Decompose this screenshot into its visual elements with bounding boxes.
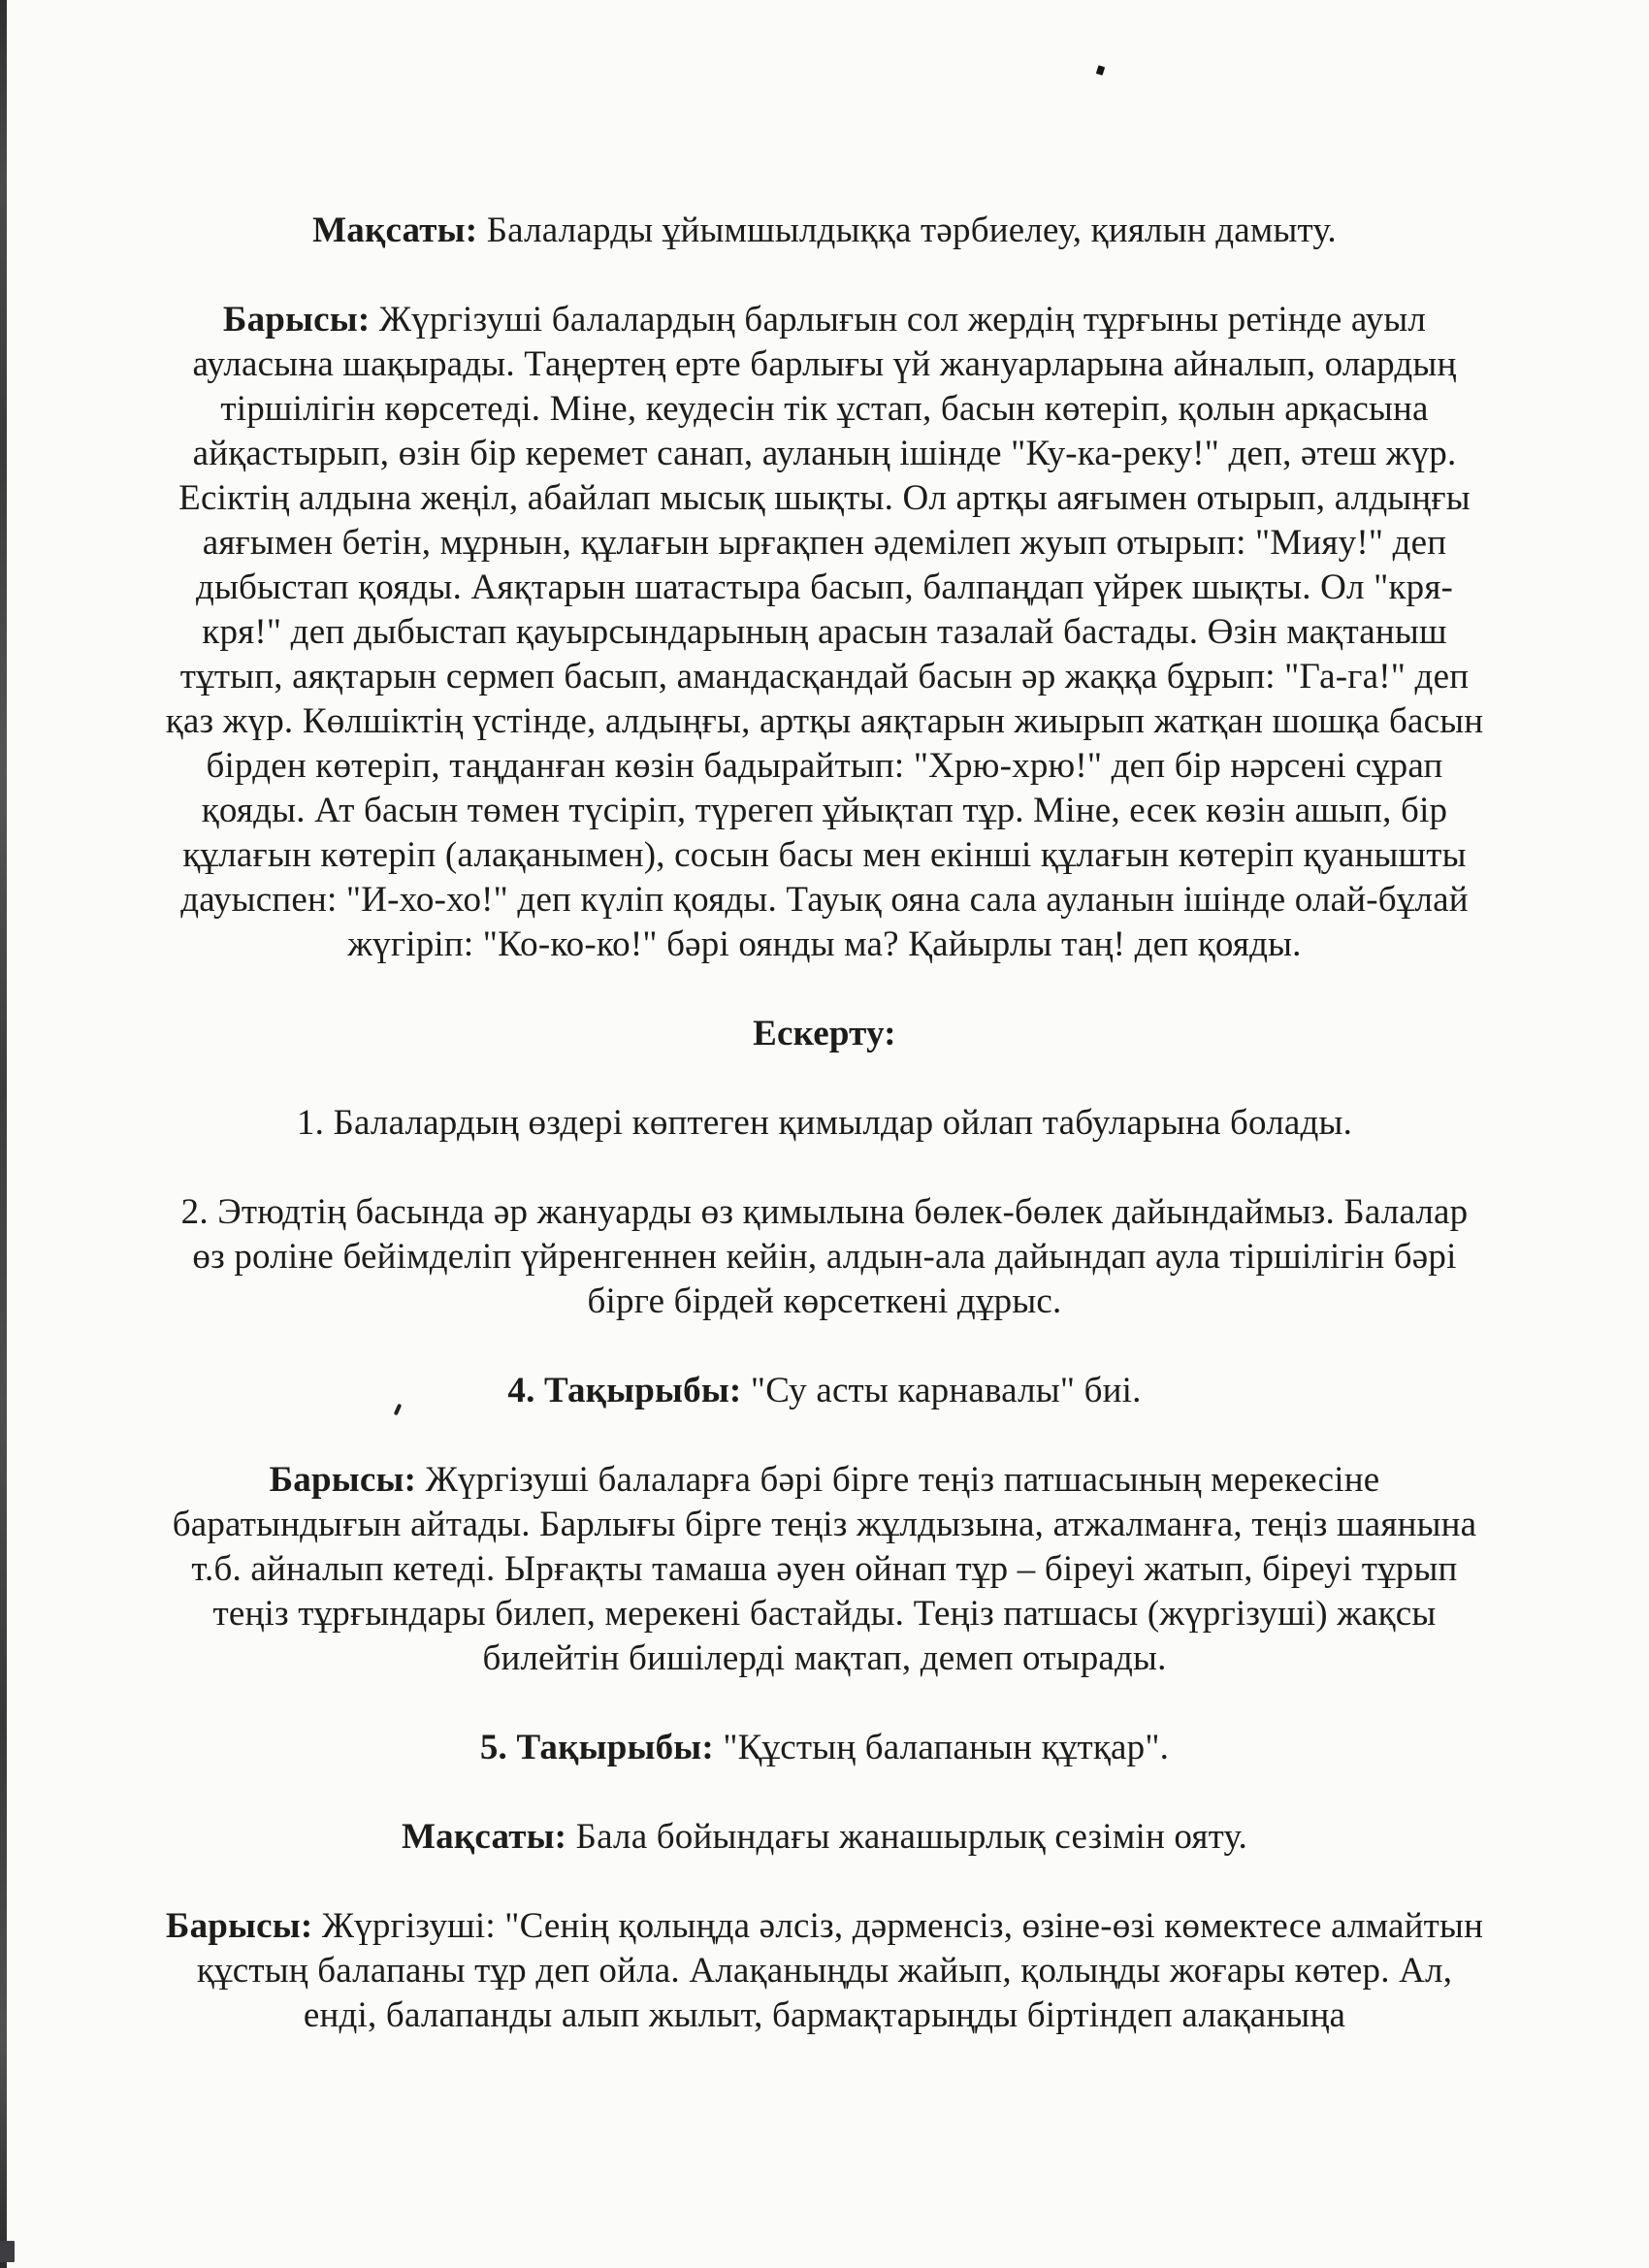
procedure-label: Барысы: (222, 300, 379, 340)
procedure-label: Барысы: (165, 1906, 322, 1946)
document-text-block (162, 209, 1487, 2083)
procedure-text: Жүргізуші балалардың барлығын сол жердің тұрғыны ретінде ауыл ауласына шақырады. Таңертең ерте барлығы үй жануарларына айналып, олардың тіршілігін көрсетеді. Міне, кеудесін тік ұстап, басын көтеріп, қолын арқасына айқастырып, өзін бір керемет санап, ауланың ішінде "Ку-ка-реку!" деп, әтеш жүр. Есіктің алдына жеңіл, абайлап мысық шықты. Ол артқы аяғымен отырып, алдыңғы аяғымен бетін, мұрнын, құлағын ырғақпен әдемілеп жуып отырып: "Мияу!" деп дыбыстап қояды. Аяқтарын шатастыра басып, балпаңдап үйрек шықты. Ол "кря-кря!" деп дыбыстап қауырсындарының арасын тазалай бастады. Өзін мақтаныш тұтып, аяқтарын сермеп басып, амандасқандай басын әр жаққа бұрып: "Га-га!" деп қаз жүр. Көлшіктің үстінде, алдыңғы, артқы аяқтарын жиырып жатқан шошқа басын бірден көтеріп, таңданған көзін бадырайтып: "Хрю-хрю!" деп бір нәрсені сұрап қояды. Ат басын төмен түсіріп, түрегеп ұйықтап тұр. Міне, есек көзін ашып, бір құлағын көтеріп (алақанымен), сосын басы мен екінші құлағын көтеріп қуанышты дауыспен: "И-хо-хо!" деп күліп қояды. Тауық ояна сала ауланын ішінде олай-бұлай жүгіріп: "Ко-ко-ко!" бәрі оянды ма? Қайырлы таң! деп қояды. (165, 300, 1484, 964)
topic-5-heading (162, 1726, 1487, 1770)
scan-edge-strip (0, 0, 7, 2268)
procedure-text: Жүргізуші: "Сенің қолыңда әлсіз, дәрменсіз, өзіне-өзі көмектесе алмайтын құстың балапаны тұр деп ойла. Алақаныңды жайып, қолыңды жоғары көтер. Ал, енді, балапанды алып жылыт, бармақтарыңды біртіндеп алақаныңа (196, 1906, 1484, 2035)
procedure-paragraph-5 (162, 1904, 1487, 2038)
topic-4-label: 4. Тақырыбы: (507, 1371, 751, 1410)
scan-speck-artifact (1096, 65, 1105, 76)
note-item-2: 2. Этюдтің басында әр жануарды өз қимылына бөлек-бөлек дайындаймыз. Балалар өз роліне бейімделіп үйренгеннен кейін, алдын-ала дайындап аула тіршілігін бәрі бірге бірдей көрсеткені дұрыс. (180, 1192, 1469, 1321)
objective-text: Бала бойындағы жанашырлық сезімін ояту. (575, 1817, 1247, 1857)
procedure-paragraph-4 (162, 1458, 1487, 1681)
note-heading: Ескерту: (753, 1014, 896, 1053)
procedure-paragraph-3 (162, 298, 1487, 967)
topic-4-heading (162, 1369, 1487, 1413)
procedure-label: Барысы: (269, 1460, 426, 1500)
objective-label: Мақсаты: (402, 1817, 576, 1857)
topic-5-label: 5. Тақырыбы: (479, 1728, 724, 1767)
objective-paragraph-5 (162, 1815, 1487, 1860)
objective-label: Мақсаты: (312, 211, 487, 250)
topic-5-title: "Құстың балапанын құтқар". (723, 1728, 1170, 1767)
objective-paragraph-3 (162, 209, 1487, 253)
scan-edge-foot-artifact (0, 2241, 15, 2262)
topic-4-title: "Су асты карнавалы" биі. (750, 1371, 1142, 1410)
note-item-1: 1. Балалардың өздері көптеген қимылдар ойлап табуларына болады. (296, 1103, 1353, 1143)
procedure-text: Жүргізуші балаларға бәрі бірге теңіз патшасының мерекесіне баратындығын айтады. Барлығы бірге теңіз жұлдызына, атжалманға, теңіз шаянына т.б. айналып кетеді. Ырғақты тамаша әуен ойнап тұр – біреуі жатып, біреуі тұрып теңіз тұрғындары билеп, мерекені бастайды. Теңіз патшасы (жүргізуші) жақсы билейтін бишілерді мақтап, демеп отырады. (172, 1460, 1477, 1678)
objective-text: Балаларды ұйымшылдыққа тәрбиелеу, қиялын дамыту. (486, 211, 1337, 250)
